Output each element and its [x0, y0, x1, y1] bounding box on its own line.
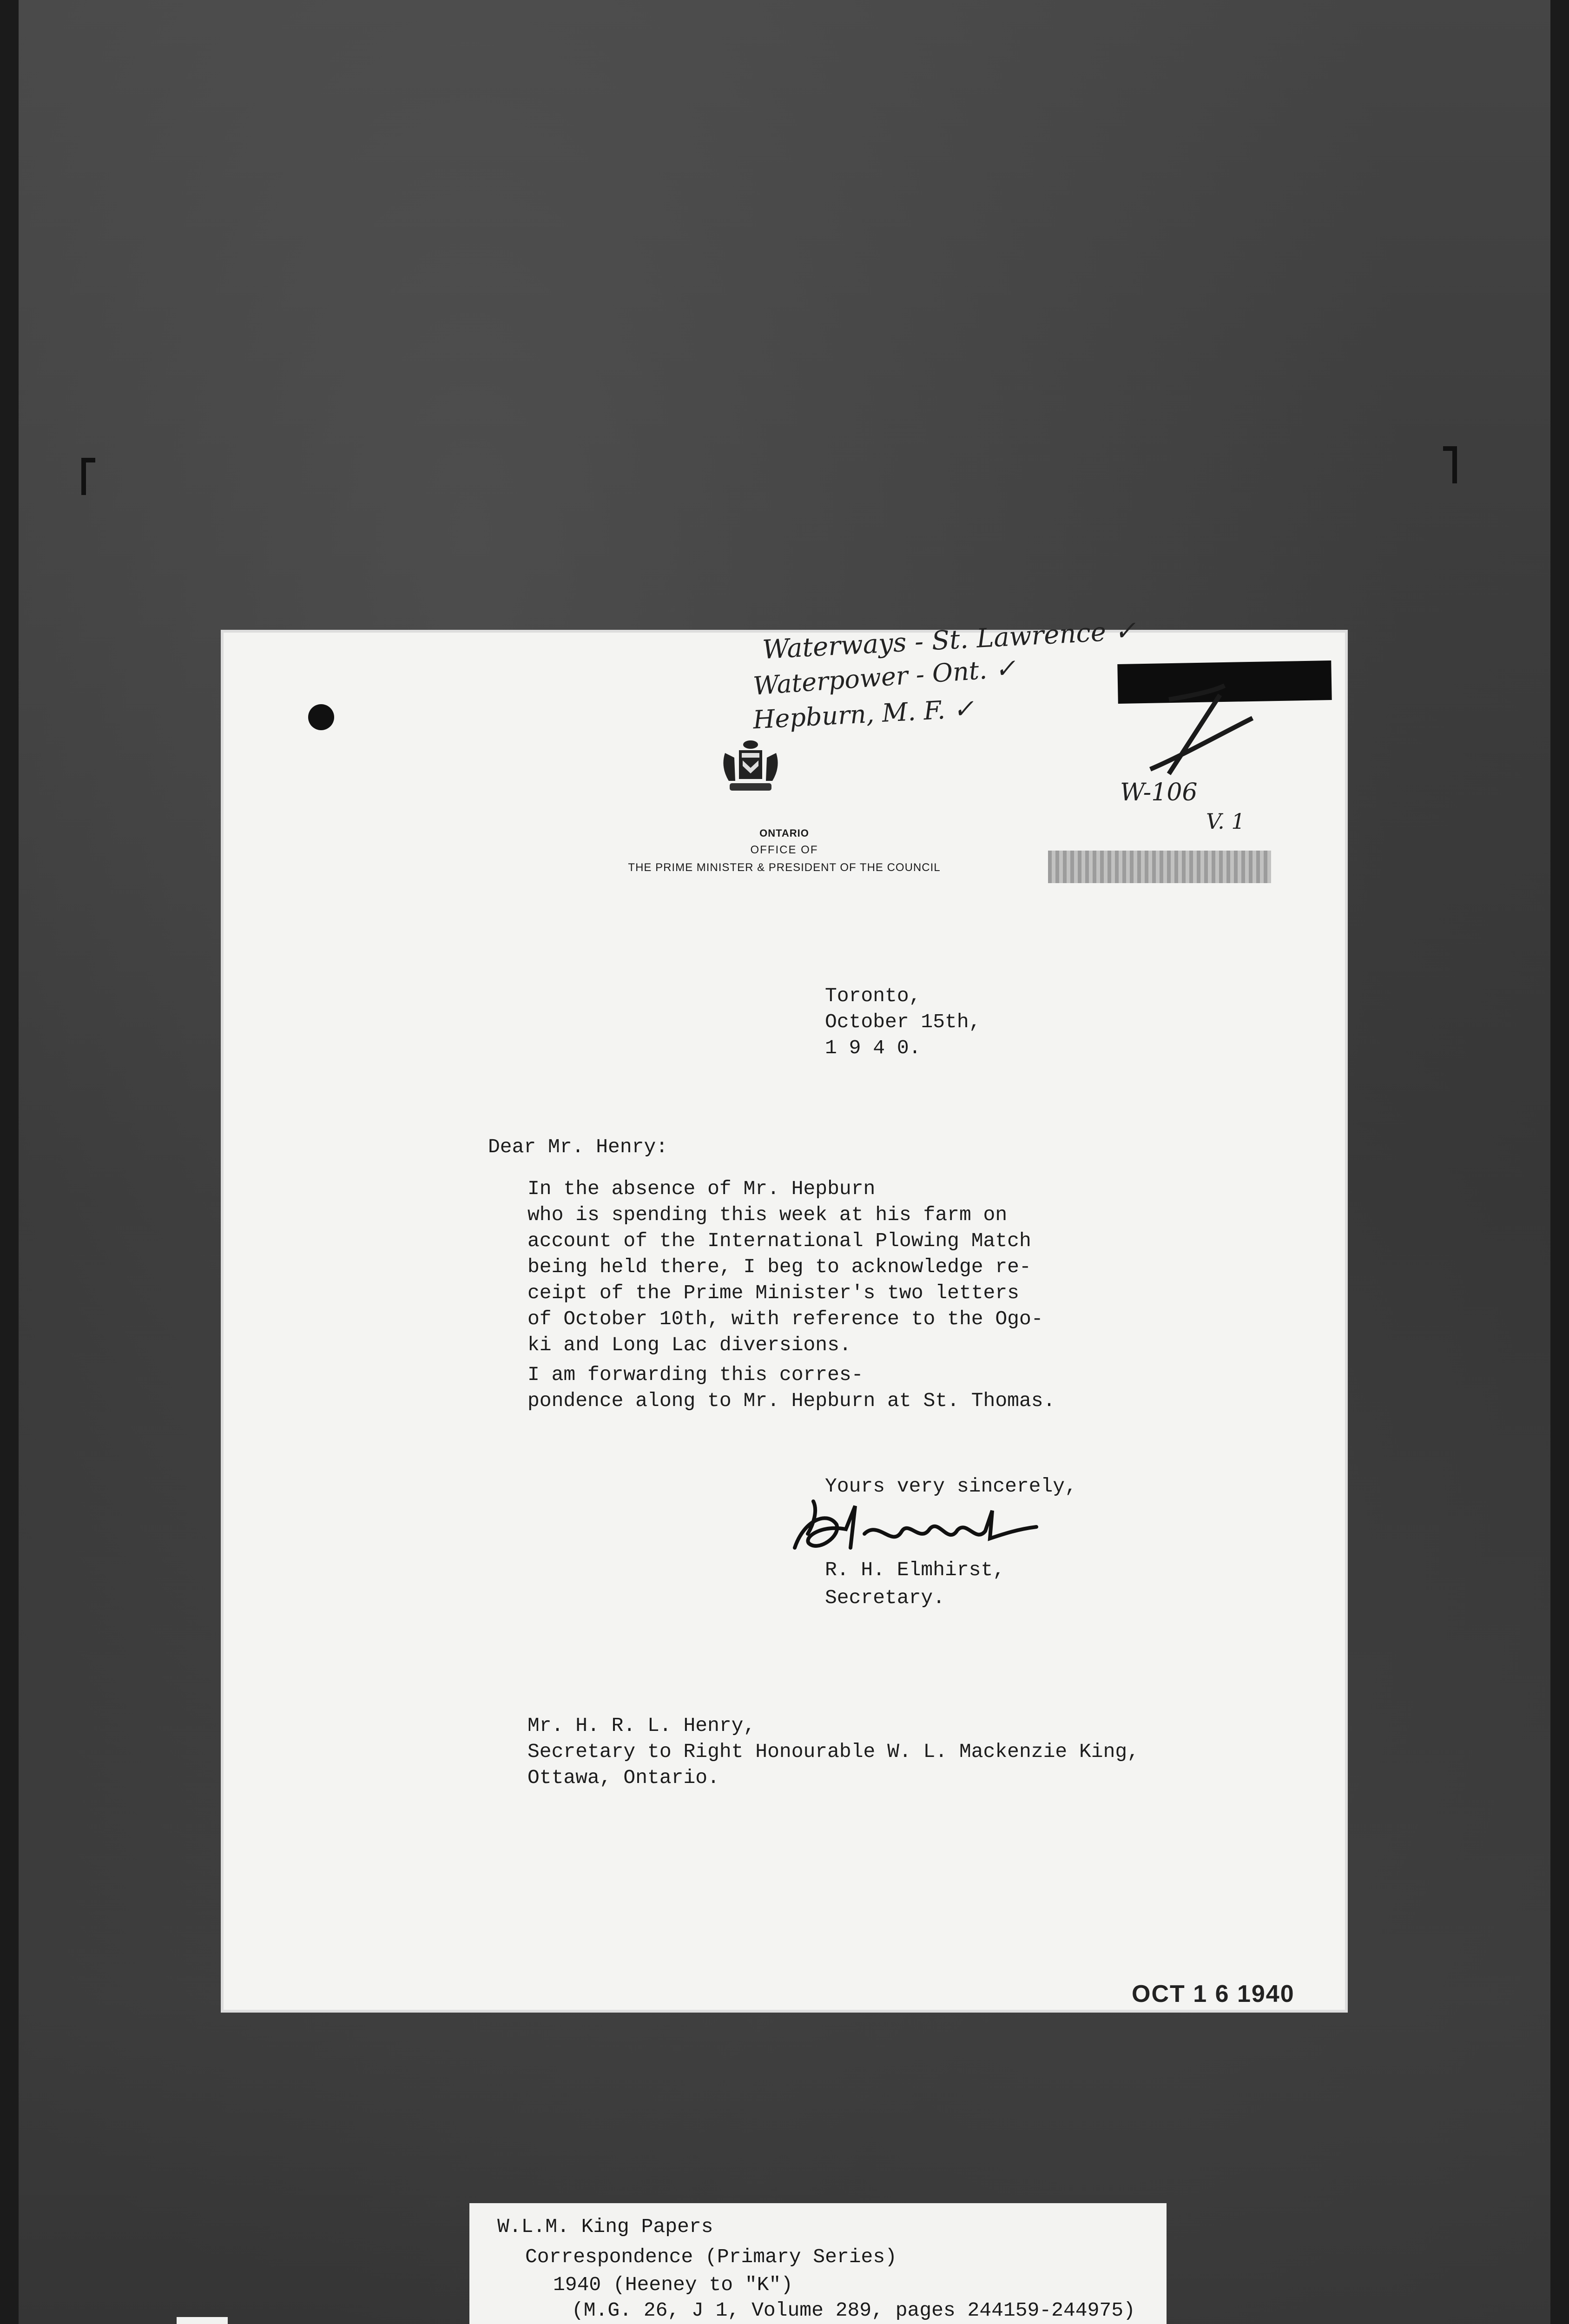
signer-name: R. H. Elmhirst, [825, 1558, 1005, 1581]
letter-page [221, 615, 1348, 2013]
banner-tab [177, 2317, 228, 2324]
handwritten-signature [785, 1492, 1046, 1566]
addressee-block: Mr. H. R. L. Henry, Secretary to Right Honourable W. L. Mackenzie King, Ottawa, Ontario. [527, 1714, 1140, 1789]
letter-date: October 15th, [825, 1010, 981, 1033]
letterhead-province: ONTARIO [759, 827, 809, 839]
date-block [825, 983, 981, 1061]
punch-hole [308, 704, 334, 730]
handwritten-slash-mark [1141, 681, 1262, 788]
body-paragraph-1: In the absence of Mr. Hepburn who is spending this week at his farm on account of the International Plowing Match being held there, I beg to acknowledge re- ceipt of the Prime Minister's two letters of October 10th, with reference to the Ogo- ki and Long Lac diversions. [527, 1177, 1043, 1356]
handwritten-note-hepburn: Hepburn, M. F. ✓ [752, 693, 975, 735]
salutation: Dear Mr. Henry: [488, 1136, 668, 1158]
index-card-collection: W.L.M. King Papers [497, 2215, 713, 2238]
index-card [469, 2203, 1167, 2324]
ontario-coat-of-arms-icon [716, 739, 785, 799]
letterhead-office: OFFICE OF [750, 844, 818, 856]
handwritten-volume: V. 1 [1206, 809, 1245, 834]
letter-year: 1 9 4 0. [825, 1037, 921, 1059]
index-card-series: Correspondence (Primary Series) [525, 2245, 897, 2268]
film-edge-left [0, 0, 19, 2324]
film-edge-right [1550, 0, 1569, 2324]
registration-mark-right [1443, 446, 1457, 483]
handwritten-note-waterways: Waterways - St. Lawrence ✓ [761, 615, 1137, 666]
index-card-range: 1940 (Heeney to "K") [553, 2273, 793, 2296]
registration-mark-left [81, 458, 95, 495]
signer-title: Secretary. [825, 1586, 945, 1609]
closing: Yours very sincerely, [825, 1475, 1077, 1498]
index-card-reference: (M.G. 26, J 1, Volume 289, pages 244159-244975) [572, 2299, 1135, 2322]
handwritten-note-waterpower: Waterpower - Ont. ✓ [752, 653, 1017, 701]
received-date-stamp: OCT 1 6 1940 [1132, 1981, 1295, 2007]
letter-place: Toronto, [825, 984, 921, 1007]
letterhead-title: THE PRIME MINISTER & PRESIDENT OF THE COUNCIL [628, 861, 941, 874]
handwritten-file-number: W-106 [1120, 779, 1198, 806]
body-paragraph-2: I am forwarding this corres- pondence along to Mr. Hepburn at St. Thomas. [527, 1363, 1055, 1412]
